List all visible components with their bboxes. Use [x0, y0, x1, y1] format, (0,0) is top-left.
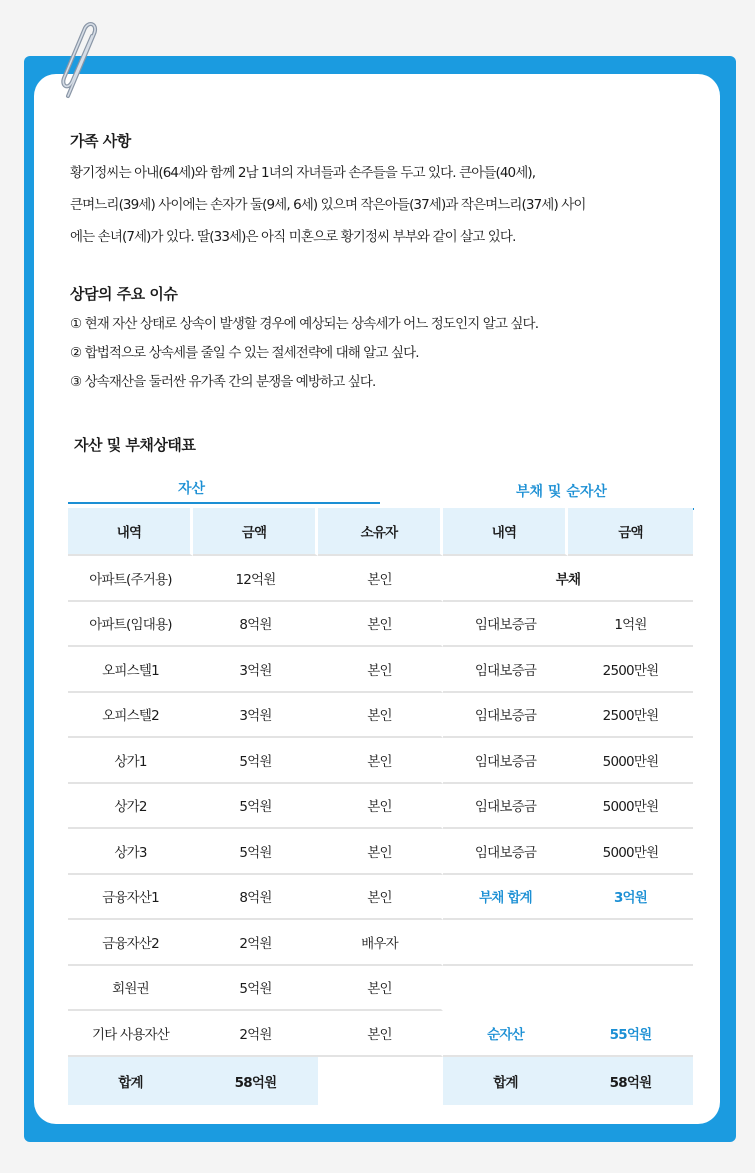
- cell-liab-item: 임대보증금: [443, 829, 568, 875]
- cell-owner: 본인: [318, 966, 443, 1012]
- cell-owner: 배우자: [318, 920, 443, 966]
- family-line: 큰며느리(39세) 사이에는 손자가 둘(9세, 6세) 있으며 작은아들(37세)과 작은며느리(37세) 사이: [70, 197, 586, 213]
- table-row: [68, 693, 693, 739]
- net-assets-value: 55억원: [568, 1011, 693, 1057]
- cell-item: 기타 사용자산: [68, 1011, 193, 1057]
- total-liab-value: 58억원: [568, 1057, 693, 1105]
- cell-item: 오피스텔2: [68, 693, 193, 739]
- table-row: [68, 920, 693, 966]
- total-row: [68, 1057, 693, 1105]
- cell-amount: 3억원: [193, 647, 318, 693]
- cell-liab-item: 임대보증금: [443, 693, 568, 739]
- cell-liab-amount: [568, 920, 693, 966]
- total-label: 합계: [68, 1057, 193, 1105]
- cell-item: 아파트(임대용): [68, 602, 193, 648]
- table-row: [68, 647, 693, 693]
- cell-owner: 본인: [318, 1011, 443, 1057]
- table-header-row: [68, 508, 693, 556]
- assets-group-rule: [68, 502, 380, 504]
- table-row: [68, 738, 693, 784]
- header-cell: 금액: [568, 508, 693, 556]
- header-cell: 금액: [193, 508, 318, 556]
- cell-item: 상가2: [68, 784, 193, 830]
- cell-amount: 5억원: [193, 738, 318, 784]
- table-row: [68, 829, 693, 875]
- liabilities-subheader: 부채: [443, 556, 693, 602]
- family-line: 에는 손녀(7세)가 있다. 딸(33세)은 아직 미혼으로 황기정씨 부부와 같이 살고 있다.: [70, 229, 516, 245]
- cell-owner: 본인: [318, 647, 443, 693]
- cell-amount: 12억원: [193, 556, 318, 602]
- cell-liab-amount: 5000만원: [568, 784, 693, 830]
- paperclip-icon: [54, 18, 110, 104]
- table-row: [68, 602, 693, 648]
- total-label: 합계: [443, 1057, 568, 1105]
- header-cell: 내역: [443, 508, 568, 556]
- cell-owner: 본인: [318, 829, 443, 875]
- family-title: 가족 사항: [70, 132, 131, 150]
- cell-owner: 본인: [318, 693, 443, 739]
- cell-liab-item: 임대보증금: [443, 647, 568, 693]
- cell-item: 금융자산1: [68, 875, 193, 921]
- cell-amount: 2억원: [193, 1011, 318, 1057]
- issue-item: ② 합법적으로 상속세를 줄일 수 있는 절세전략에 대해 알고 싶다.: [70, 345, 419, 361]
- table-row: [68, 784, 693, 830]
- cell-liab-amount: [568, 966, 693, 1012]
- issue-item: ③ 상속재산을 둘러싼 유가족 간의 분쟁을 예방하고 싶다.: [70, 374, 376, 390]
- balance-sheet-table: [68, 508, 693, 1105]
- cell-liab-amount: 2500만원: [568, 647, 693, 693]
- family-line: 황기정씨는 아내(64세)와 함께 2남 1녀의 자녀들과 손주들을 두고 있다. 큰아들(40세),: [70, 165, 536, 181]
- cell-amount: 5억원: [193, 829, 318, 875]
- cell-owner: 본인: [318, 602, 443, 648]
- liabilities-total-label: 부채 합계: [443, 875, 568, 921]
- cell-item: 금융자산2: [68, 920, 193, 966]
- cell-owner: 본인: [318, 875, 443, 921]
- cell-liab-item: [443, 920, 568, 966]
- table-row: [68, 1011, 693, 1057]
- cell-item: 회원권: [68, 966, 193, 1012]
- cell-owner: 본인: [318, 784, 443, 830]
- cell-item: 상가1: [68, 738, 193, 784]
- consult-section: [70, 283, 700, 397]
- cell-liab-item: 임대보증금: [443, 602, 568, 648]
- issue-list: [70, 310, 700, 397]
- consult-title: 상담의 주요 이슈: [70, 285, 178, 303]
- cell-item: 상가3: [68, 829, 193, 875]
- cell-liab-item: 임대보증금: [443, 784, 568, 830]
- cell-amount: 5억원: [193, 784, 318, 830]
- cell-amount: 8억원: [193, 602, 318, 648]
- total-assets-value: 58억원: [193, 1057, 318, 1105]
- cell-liab-amount: 5000만원: [568, 829, 693, 875]
- table-row: [68, 875, 693, 921]
- table-row: [68, 556, 693, 602]
- cell-amount: 5억원: [193, 966, 318, 1012]
- cell-item: 아파트(주거용): [68, 556, 193, 602]
- cell-liab-item: 임대보증금: [443, 738, 568, 784]
- cell-owner: 본인: [318, 738, 443, 784]
- cell-liab-amount: 2500만원: [568, 693, 693, 739]
- cell-liab-item: [443, 966, 568, 1012]
- issue-item: ① 현재 자산 상태로 상속이 발생할 경우에 예상되는 상속세가 어느 정도인지 알고 싶다.: [70, 316, 539, 332]
- cell-amount: 2억원: [193, 920, 318, 966]
- family-section: [70, 130, 700, 253]
- cell-amount: 8억원: [193, 875, 318, 921]
- cell-item: 오피스텔1: [68, 647, 193, 693]
- content-area: [70, 130, 700, 397]
- cell-liab-amount: 5000만원: [568, 738, 693, 784]
- cell-amount: 3억원: [193, 693, 318, 739]
- liabilities-total-value: 3억원: [568, 875, 693, 921]
- cell-owner: 본인: [318, 556, 443, 602]
- header-cell: 소유자: [318, 508, 443, 556]
- cell-liab-amount: 1억원: [568, 602, 693, 648]
- header-cell: 내역: [68, 508, 193, 556]
- table-title: 자산 및 부채상태표: [74, 436, 196, 454]
- net-assets-label: 순자산: [443, 1011, 568, 1057]
- table-row: [68, 966, 693, 1012]
- assets-group-label: 자산: [178, 481, 206, 497]
- total-gap: [318, 1057, 443, 1105]
- liabilities-group-label: 부채 및 순자산: [516, 484, 607, 500]
